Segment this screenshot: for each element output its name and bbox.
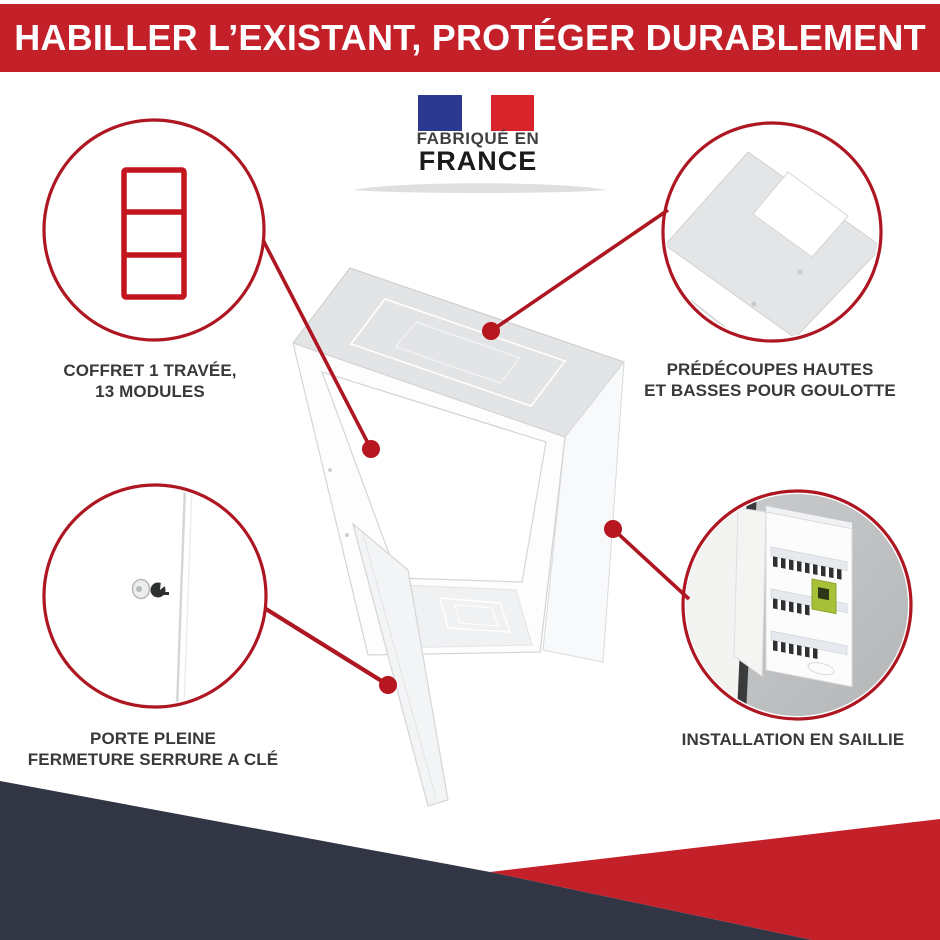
badge-shadow-arc xyxy=(353,183,607,193)
callout-label-installation: INSTALLATION EN SAILLIE xyxy=(681,730,905,749)
open-door xyxy=(353,524,448,806)
badge-fabrique-en: FABRIQUÉ EN xyxy=(416,129,540,148)
module-column-icon xyxy=(124,170,184,297)
green-meter-module xyxy=(812,579,836,614)
banner-title: HABILLER L’EXISTANT, PROTÉGER DURABLEMENT xyxy=(14,17,926,58)
callout-label-porte: PORTE PLEINE FERMETURE SERRURE A CLÉ xyxy=(27,729,279,769)
callout-label-coffret: COFFRET 1 TRAVÉE, 13 MODULES xyxy=(63,361,237,401)
circle-coffret xyxy=(44,120,264,340)
frame-corner-zoom-art xyxy=(663,123,882,395)
installed-cabinet-art xyxy=(670,470,920,742)
badge-france: FRANCE xyxy=(418,146,538,176)
callout-label-predecoupes: PRÉDÉCOUPES HAUTES ET BASSES POUR GOULOTTE xyxy=(644,360,896,400)
enclosure-render xyxy=(293,268,624,806)
